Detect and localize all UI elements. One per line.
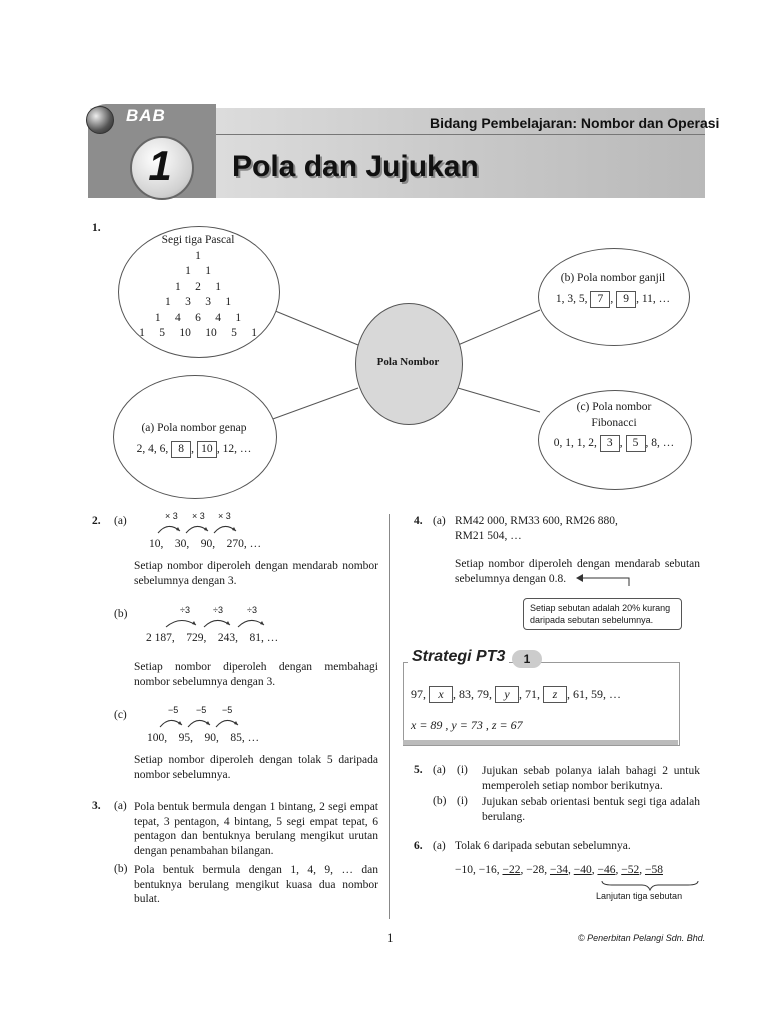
fibonacci-content: (c) Pola nombor Fibonacci 0, 1, 1, 2, 3 , 5 , 8, … <box>538 400 690 452</box>
q6-term-5: −46 <box>597 864 616 876</box>
ganjil-seq-start: 1, 3, 5, <box>555 292 588 305</box>
q6a-text: Tolak 6 daripada sebutan sebelumnya. <box>455 840 631 852</box>
strategi-title: Strategi PT3 <box>408 648 509 666</box>
q5b-text: Jujukan sebab orientasi bentuk segi tiga adalah berulang. <box>482 796 700 823</box>
q6-seq-plain: −10, −16, <box>455 864 500 876</box>
fibonacci-seq-start: 0, 1, 1, 2, <box>553 437 597 449</box>
column-divider <box>389 514 390 919</box>
q3b-label: (b) <box>114 863 128 875</box>
connector-ganjil <box>458 310 540 345</box>
strategi-seq-1: 97, <box>411 687 426 701</box>
q6a-sequence: −10, −16, −22, −28, −34, −40, −46, −52, −58 <box>455 864 663 876</box>
q5a-text: Jujukan sebab polanya ialah bahagi 2 untuk memperoleh setiap nombor berikutnya. <box>482 765 700 792</box>
q2b-arrows <box>158 613 298 633</box>
strategi-number: 1 <box>512 650 542 668</box>
strategi-answer: x = 89 , y = 73 , z = 67 <box>411 718 523 732</box>
q2a-label: (a) <box>114 515 127 527</box>
q4a-seq-line-2: RM21 504, … <box>455 530 522 542</box>
q5a-label: (a) <box>433 764 446 776</box>
genap-seq-start: 2, 4, 6, <box>136 442 169 455</box>
ganjil-answer-box-2: 9 <box>616 291 636 308</box>
q5a-sub: (i) <box>457 764 468 776</box>
genap-answer-box-1: 8 <box>171 441 191 458</box>
pascal-row-6: 1 5 10 10 5 1 <box>139 327 257 339</box>
q3b-text: Pola bentuk bermula dengan 1, 4, 9, … dan bentuknya berulang mengikut kuasa dua nombor bulat. <box>134 864 378 905</box>
ganjil-content: (b) Pola nombor ganjil 1, 3, 5, 7 , 9 , 11, … <box>538 271 688 308</box>
q3a-label: (a) <box>114 800 127 812</box>
fibonacci-label-1: (c) Pola nombor <box>576 401 652 413</box>
fibonacci-label-2: Fibonacci <box>591 416 637 429</box>
q2b-explanation: Setiap nombor diperoleh dengan membahagi nombor sebelumnya dengan 3. <box>134 661 378 688</box>
fibonacci-answer-box-2: 5 <box>626 435 646 452</box>
connector-fibonacci <box>458 388 540 412</box>
q6-brace-label: Lanjutan tiga sebutan <box>596 891 683 901</box>
page-number: 1 <box>387 930 394 945</box>
q6-brace <box>600 879 700 891</box>
publisher-credit: © Penerbitan Pelangi Sdn. Bhd. <box>578 933 706 943</box>
learning-area: Bidang Pembelajaran: Nombor dan Operasi <box>430 115 720 131</box>
question-number-1: 1. <box>92 222 101 234</box>
q2b-op-1: ÷3 <box>180 605 190 615</box>
strategi-seq-3: , 71, <box>519 687 540 701</box>
strategi-box <box>403 662 680 746</box>
genap-label: (a) Pola nombor genap <box>141 422 247 434</box>
chapter-number: 1 <box>148 142 172 189</box>
q2a-explanation: Setiap nombor diperoleh dengan mendarab nombor sebelumnya dengan 3. <box>134 560 378 587</box>
q6-term-2: −28, <box>526 864 548 876</box>
ganjil-label: (b) Pola nombor ganjil <box>560 272 666 284</box>
q2a-arrows <box>150 519 270 539</box>
pascal-row-5: 1 4 6 4 1 <box>154 311 242 324</box>
strategi-box-shadow <box>403 740 678 745</box>
strategi-box-x: x <box>429 686 453 703</box>
q5b-label: (b) <box>433 795 447 807</box>
q2b-op-2: ÷3 <box>213 605 223 615</box>
question-number-4: 4. <box>414 515 423 527</box>
pascal-row-2: 1 1 <box>185 265 211 277</box>
q6-term-3: −34 <box>549 864 568 876</box>
pascal-title: Segi tiga Pascal <box>161 234 235 246</box>
q2a-sequence: 10, 30, 90, 270, … <box>149 538 262 550</box>
bab-label: BAB <box>126 106 166 125</box>
q6-term-4: −40 <box>573 864 592 876</box>
q2a-op-2: × 3 <box>192 511 205 521</box>
q3a-text: Pola bentuk bermula dengan 1 bintang, 2 segi empat tepat, 3 pentagon, 4 bintang, 5 segi empat tepat, 6 pentagon dan bentuknya berulang mengikut urutan dengan penambahan bilangan. <box>134 801 378 857</box>
connector-pascal <box>268 308 358 345</box>
question-number-2: 2. <box>92 515 101 527</box>
question-number-3: 3. <box>92 800 101 812</box>
strategi-seq-2: , 83, 79, <box>453 687 492 701</box>
question-number-5: 5. <box>414 764 423 776</box>
q2c-op-3: −5 <box>222 705 233 715</box>
note-arrow <box>574 570 634 590</box>
pascal-content <box>118 233 278 342</box>
pascal-row-3: 1 2 1 <box>175 280 221 293</box>
strategi-box-y: y <box>495 686 519 703</box>
genap-seq-end: , 12, … <box>216 442 252 455</box>
q6-term-1: −22 <box>502 864 521 876</box>
q5b-sub: (i) <box>457 795 468 807</box>
strategi-box-z: z <box>543 686 567 703</box>
q4a-explanation: Setiap nombor diperoleh dengan mendarab sebutan sebelumnya dengan 0.8. <box>455 558 700 585</box>
q2a-op-1: × 3 <box>165 511 178 521</box>
q2b-op-3: ÷3 <box>247 605 257 615</box>
q2b-sequence: 2 187, 729, 243, 81, … <box>146 632 279 644</box>
q4a-seq-line-1: RM42 000, RM33 600, RM26 880, <box>455 515 618 527</box>
pascal-row-1: 1 <box>195 249 201 262</box>
strategi-seq-4: , 61, 59, … <box>567 687 621 701</box>
genap-content: (a) Pola nombor genap 2, 4, 6, 8 , 10 , 12, … <box>113 421 275 458</box>
q2b-label: (b) <box>114 608 128 620</box>
genap-answer-box-2: 10 <box>197 441 217 458</box>
pascal-row-4: 1 3 3 1 <box>164 296 232 308</box>
q2c-op-2: −5 <box>196 705 207 715</box>
center-label: Pola Nombor <box>376 356 440 368</box>
strategi-sequence <box>411 686 621 703</box>
q2c-label: (c) <box>114 709 127 721</box>
q2c-sequence: 100, 95, 90, 85, … <box>147 732 260 744</box>
q2c-op-1: −5 <box>168 705 179 715</box>
question-number-6: 6. <box>414 840 423 852</box>
q4a-label: (a) <box>433 515 446 527</box>
ganjil-seq-end: , 11, … <box>636 292 671 305</box>
ganjil-answer-box-1: 7 <box>590 291 610 308</box>
fibonacci-answer-box-1: 3 <box>600 435 620 452</box>
q6a-label: (a) <box>433 840 446 852</box>
fibonacci-seq-end: 8, … <box>651 437 675 449</box>
q4-note-box: Setiap sebutan adalah 20% kurang daripada sebutan sebelumnya. <box>523 598 682 630</box>
q2c-explanation: Setiap nombor diperoleh dengan tolak 5 daripada nombor sebelumnya. <box>134 754 378 781</box>
connector-genap <box>270 388 358 420</box>
q2c-arrows <box>152 713 272 733</box>
q6-term-6: −52 <box>621 864 640 876</box>
q2a-op-3: × 3 <box>218 511 231 521</box>
chapter-title: Pola dan Jujukan <box>232 150 479 183</box>
q6-term-7: −58 <box>644 864 663 876</box>
